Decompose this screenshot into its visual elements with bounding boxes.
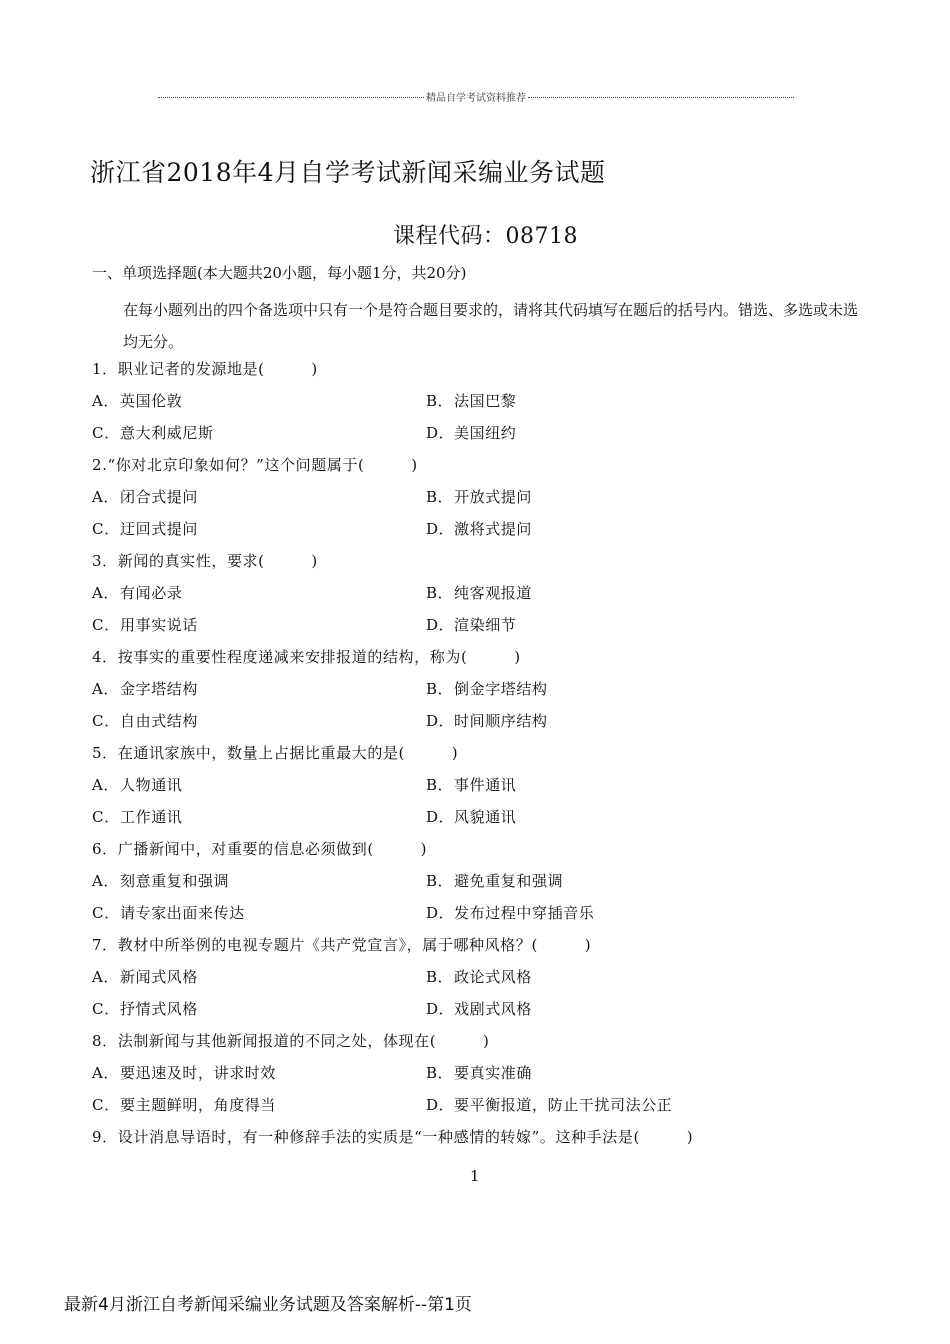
option-c: [92, 902, 245, 923]
option-d: [426, 806, 516, 827]
option-text: 开放式提问: [454, 488, 533, 506]
option-text: 政论式风格: [454, 968, 533, 986]
option-text: 激将式提问: [454, 520, 533, 538]
option-text: 英国伦敦: [120, 392, 183, 410]
option-text: 要平衡报道，防止干扰司法公正: [454, 1096, 673, 1114]
option-label: B．: [426, 488, 454, 506]
option-text: 事件通讯: [454, 776, 517, 794]
option-c: [92, 614, 198, 635]
option-d: [426, 614, 516, 635]
page-header: [158, 88, 794, 104]
option-text: 发布过程中穿插音乐: [454, 904, 595, 922]
option-label: A．: [92, 776, 120, 794]
question-stem: 9．设计消息导语时，有一种修辞手法的实质是“一种感情的转嫁”。这种手法是( ): [92, 1128, 694, 1146]
option-b: [426, 966, 532, 987]
option-d: [426, 902, 594, 923]
option-b: [426, 870, 563, 891]
option-text: 迂回式提问: [120, 520, 199, 538]
option-text: 请专家出面来传达: [120, 904, 245, 922]
option-label: D．: [426, 1000, 455, 1018]
option-d: [426, 998, 532, 1019]
option-text: 纯客观报道: [454, 584, 533, 602]
option-a: [92, 774, 182, 795]
option-label: C．: [92, 1000, 120, 1018]
question-stem: 4．按事实的重要性程度递减来安排报道的结构，称为( ): [92, 648, 521, 666]
option-a: [92, 1062, 276, 1083]
option-text: 避免重复和强调: [454, 872, 564, 890]
option-label: C．: [92, 712, 120, 730]
option-label: B．: [426, 392, 454, 410]
option-text: 人物通讯: [120, 776, 183, 794]
option-c: [92, 710, 198, 731]
option-label: B．: [426, 1064, 454, 1082]
question-stem: 2.“你对北京印象如何？”这个问题属于( ): [92, 456, 418, 474]
question-stem: 5．在通讯家族中，数量上占据比重最大的是( ): [92, 744, 459, 762]
option-b: [426, 774, 516, 795]
option-text: 意大利威尼斯: [120, 424, 214, 442]
option-text: 自由式结构: [120, 712, 199, 730]
option-label: D．: [426, 712, 455, 730]
option-text: 戏剧式风格: [454, 1000, 533, 1018]
option-c: [92, 806, 182, 827]
option-c: [92, 518, 198, 539]
option-label: C．: [92, 808, 120, 826]
option-label: C．: [92, 520, 120, 538]
option-a: [92, 390, 182, 411]
option-label: B．: [426, 680, 454, 698]
option-b: [426, 390, 516, 411]
option-text: 金字塔结构: [120, 680, 199, 698]
option-label: D．: [426, 424, 455, 442]
option-text: 要真实准确: [454, 1064, 533, 1082]
option-d: [426, 1094, 672, 1115]
option-text: 要迅速及时，讲求时效: [120, 1064, 277, 1082]
question-stem: 6．广播新闻中，对重要的信息必须做到( ): [92, 840, 428, 858]
question-stem: 3．新闻的真实性，要求( ): [92, 552, 318, 570]
option-label: B．: [426, 872, 454, 890]
option-label: A．: [92, 968, 120, 986]
option-label: D．: [426, 616, 455, 634]
option-a: [92, 870, 229, 891]
option-label: D．: [426, 520, 455, 538]
question-stem: 1．职业记者的发源地是( ): [92, 360, 318, 378]
option-b: [426, 1062, 532, 1083]
option-a: [92, 486, 198, 507]
option-label: C．: [92, 1096, 120, 1114]
option-label: A．: [92, 1064, 120, 1082]
option-d: [426, 710, 548, 731]
option-text: 法国巴黎: [454, 392, 517, 410]
option-label: A．: [92, 488, 120, 506]
option-label: D．: [426, 904, 455, 922]
header-dots-right: [528, 97, 794, 98]
document-title: 浙江省2018年4月自学考试新闻采编业务试题: [90, 158, 606, 187]
option-label: A．: [92, 584, 120, 602]
page-footer: 最新4月浙江自考新闻采编业务试题及答案解析--第1页: [64, 1295, 472, 1315]
option-text: 渲染细节: [454, 616, 517, 634]
option-text: 风貌通讯: [454, 808, 517, 826]
section-title: 一、单项选择题(本大题共20小题，每小题1分，共20分): [92, 264, 467, 282]
option-c: [92, 998, 198, 1019]
option-label: D．: [426, 808, 455, 826]
option-text: 美国纽约: [454, 424, 517, 442]
option-text: 有闻必录: [120, 584, 183, 602]
option-label: C．: [92, 424, 120, 442]
question-stem: 7．教材中所举例的电视专题片《共产党宣言》，属于哪种风格？( ): [92, 936, 592, 954]
option-label: A．: [92, 872, 120, 890]
option-text: 用事实说话: [120, 616, 199, 634]
header-text: 精品自学考试资料推荐: [426, 92, 526, 104]
option-label: D．: [426, 1096, 455, 1114]
option-text: 时间顺序结构: [454, 712, 548, 730]
question-stem: 8．法制新闻与其他新闻报道的不同之处，体现在( ): [92, 1032, 490, 1050]
option-text: 刻意重复和强调: [120, 872, 230, 890]
option-label: A．: [92, 680, 120, 698]
option-label: C．: [92, 904, 120, 922]
option-c: [92, 422, 214, 443]
course-code: 课程代码：08718: [393, 224, 578, 249]
option-b: [426, 678, 548, 699]
option-text: 抒情式风格: [120, 1000, 199, 1018]
option-b: [426, 486, 532, 507]
option-d: [426, 518, 532, 539]
option-label: A．: [92, 392, 120, 410]
option-a: [92, 582, 182, 603]
option-text: 工作通讯: [120, 808, 183, 826]
option-b: [426, 582, 532, 603]
option-text: 要主题鲜明，角度得当: [120, 1096, 277, 1114]
option-label: B．: [426, 776, 454, 794]
page-number: 1: [470, 1167, 480, 1185]
option-label: C．: [92, 616, 120, 634]
option-label: B．: [426, 584, 454, 602]
section-instruction: 在每小题列出的四个备选项中只有一个是符合题目要求的，请将其代码填写在题后的括号内。错选、多选或未选均无分。: [123, 301, 859, 351]
option-text: 倒金字塔结构: [454, 680, 548, 698]
option-d: [426, 422, 516, 443]
option-a: [92, 966, 198, 987]
option-label: B．: [426, 968, 454, 986]
option-a: [92, 678, 198, 699]
option-c: [92, 1094, 276, 1115]
option-text: 新闻式风格: [120, 968, 199, 986]
option-text: 闭合式提问: [120, 488, 199, 506]
header-dots-left: [158, 97, 424, 98]
